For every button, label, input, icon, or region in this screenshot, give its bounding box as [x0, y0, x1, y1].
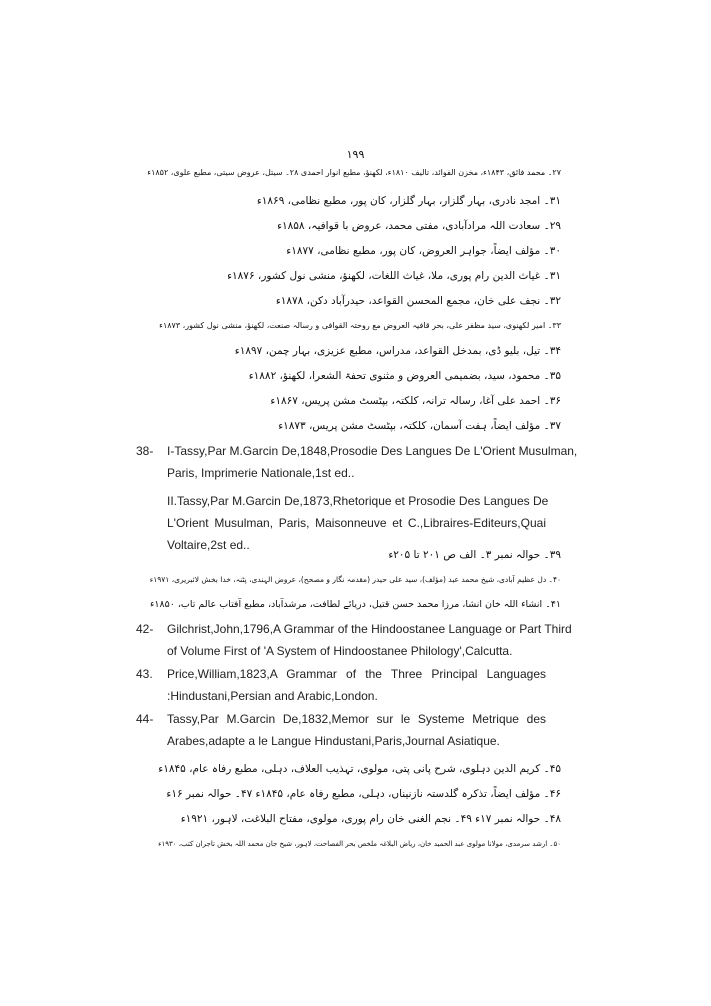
reference-number: 42- [136, 622, 154, 636]
urdu-footnote-35: ۳۵۔ محمود، سید، بضمیمی العروض و مثنوی تحفۃ الشعرا، لکھنؤ، ۱۸۸۲ء [248, 370, 561, 382]
urdu-footnote-33: ۳۳۔ امیر لکھنوی، سید مظفر علی، بحر قافیہ العروض مع روحتہ القوافی و رسالہ صنعت، لکھنؤ، منشی نول کشور، ۱۸۷۳ء [159, 321, 561, 330]
reference-number: 38- [136, 444, 154, 458]
urdu-footnote-36: ۳۶۔ احمد علی آغا، رسالہ ترانہ، کلکتہ، بپٹسٹ مشن پریس، ۱۸۶۷ء [270, 395, 561, 407]
urdu-footnote-31: ۳۱۔ غیاث الدین رام پوری، ملا، غیاث اللغات، لکھنؤ، منشی نول کشور، ۱۸۷۶ء [227, 270, 561, 282]
reference-line: I-Tassy,Par M.Garcin De,1848,Prosodie Des Langues De L'Orient Musulman, [167, 444, 578, 458]
reference-number: 44- [136, 712, 154, 726]
reference-line: Gilchrist,John,1796,A Grammar of the Hindoostanee Language or Part Third [167, 622, 572, 636]
reference-line: II.Tassy,Par M.Garcin De,1873,Rhetorique et Prosodie Des Langues De [167, 494, 549, 508]
reference-43 [136, 667, 546, 707]
urdu-footnote-50: ۵۰۔ ارشد سرمدی، مولانا مولوی عبد الحمید خان، ریاض البلاغہ ملخص بحر الفصاحت، لاہور، شیخ جان محمد اللہ بخش تاجران کتب، ۱۹۳۰ء [158, 840, 561, 848]
reference-number: 43. [136, 667, 153, 681]
reference-line: of Volume First of 'A System of Hindoostanee Philology',Calcutta. [167, 644, 513, 658]
page-number: ۱۹۹ [346, 148, 365, 161]
urdu-footnote-28: ۳۱۔ امجد نادری، بہار گلزار، بہار گلزار، کان پور، مطبع نظامی، ۱۸۶۹ء [256, 195, 561, 207]
urdu-footnote-41: ۴۱۔ انشاء اللہ خان انشا، مرزا محمد حسن قتیل، دریائے لطافت، مرشدآباد، مطبع آفتاب عالم تاب، ۱۸۵۰ء [149, 599, 561, 610]
urdu-footnote-46: ۴۶۔ مؤلف ایضاً، تذکرہ گلدستہ نازنیناں، دہلی، مطبع رفاہ عام، ۱۸۴۵ء ۴۷۔ حوالہ نمبر ۱۶ء [166, 788, 561, 800]
reference-44 [136, 712, 546, 752]
urdu-footnote-27: ۲۷۔ محمد فائق، ۱۸۴۳ء، مخزن الفوائد، تالیف ۱۸۱۰ء، لکھنؤ، مطبع انوار احمدی ۲۸۔ سیتل، عروض سیتی، مطبع علوی، ۱۸۵۲ء [147, 168, 561, 177]
reference-line: Price,William,1823,A Grammar of the Three Principal Languages [167, 667, 546, 681]
reference-38 [136, 444, 578, 552]
urdu-footnote-30: ۳۰۔ مؤلف ایضاً، جواہر العروض، کان پور، مطبع نظامی، ۱۸۷۷ء [286, 245, 561, 257]
urdu-footnote-48: ۴۸۔ حوالہ نمبر ۱۷ء ۴۹۔ نجم الغنی خان رام پوری، مولوی، مفتاح البلاغت، لاہور، ۱۹۲۱ء [180, 813, 561, 825]
urdu-footnote-29: ۲۹۔ سعادت اللہ مرادآبادی، مفتی محمد، عروض با قوافیہ، ۱۸۵۸ء [277, 220, 561, 232]
reference-line: Tassy,Par M.Garcin De,1832,Memor sur le Systeme Metrique des [167, 712, 546, 726]
urdu-footnote-45: ۴۵۔ کریم الدین دہلوی، شرح پانی پتی، مولوی، تہذیب العلاف، دہلی، مطبع رفاہ عام، ۱۸۴۵ء [158, 763, 561, 775]
urdu-footnote-37: ۳۷۔ مؤلف ایضاً، ہفت آسمان، کلکتہ، بپٹسٹ مشن پریس، ۱۸۷۳ء [278, 420, 561, 432]
reference-line: Paris, Imprimerie Nationale,1st ed.. [167, 466, 355, 480]
urdu-footnote-40: ۴۰۔ دل عظیم آبادی، شیخ محمد عبد (مؤلف)، سید علی حیدر (مقدمہ نگار و مصحح)، عروض الہندی، پٹنہ، خدا بخش لائبریری، ۱۹۷۱ء [149, 575, 561, 584]
reference-42 [136, 622, 572, 662]
reference-line: Voltaire,2st ed.. [167, 538, 250, 552]
reference-line: L'Orient Musulman, Paris, Maisonneuve et C.,Libraires-Editeurs,Quai [167, 516, 546, 530]
urdu-footnote-39: ۳۹۔ حوالہ نمبر ۳۔ الف ص ۲۰۱ تا ۲۰۵ء [388, 549, 561, 561]
reference-line: :Hindustani,Persian and Arabic,London. [167, 689, 378, 703]
urdu-footnote-32: ۳۲۔ نجف علی خان، مجمع المحسن القواعد، حیدرآباد دکن، ۱۸۷۸ء [275, 295, 561, 307]
urdu-footnote-34: ۳۴۔ تیل، بلیو ڈی، بمدخل القواعد، مدراس، مطبع عزیزی، بہار چمن، ۱۸۹۷ء [234, 345, 561, 357]
reference-line: Arabes,adapte a le Langue Hindustani,Paris,Journal Asiatique. [167, 734, 500, 748]
